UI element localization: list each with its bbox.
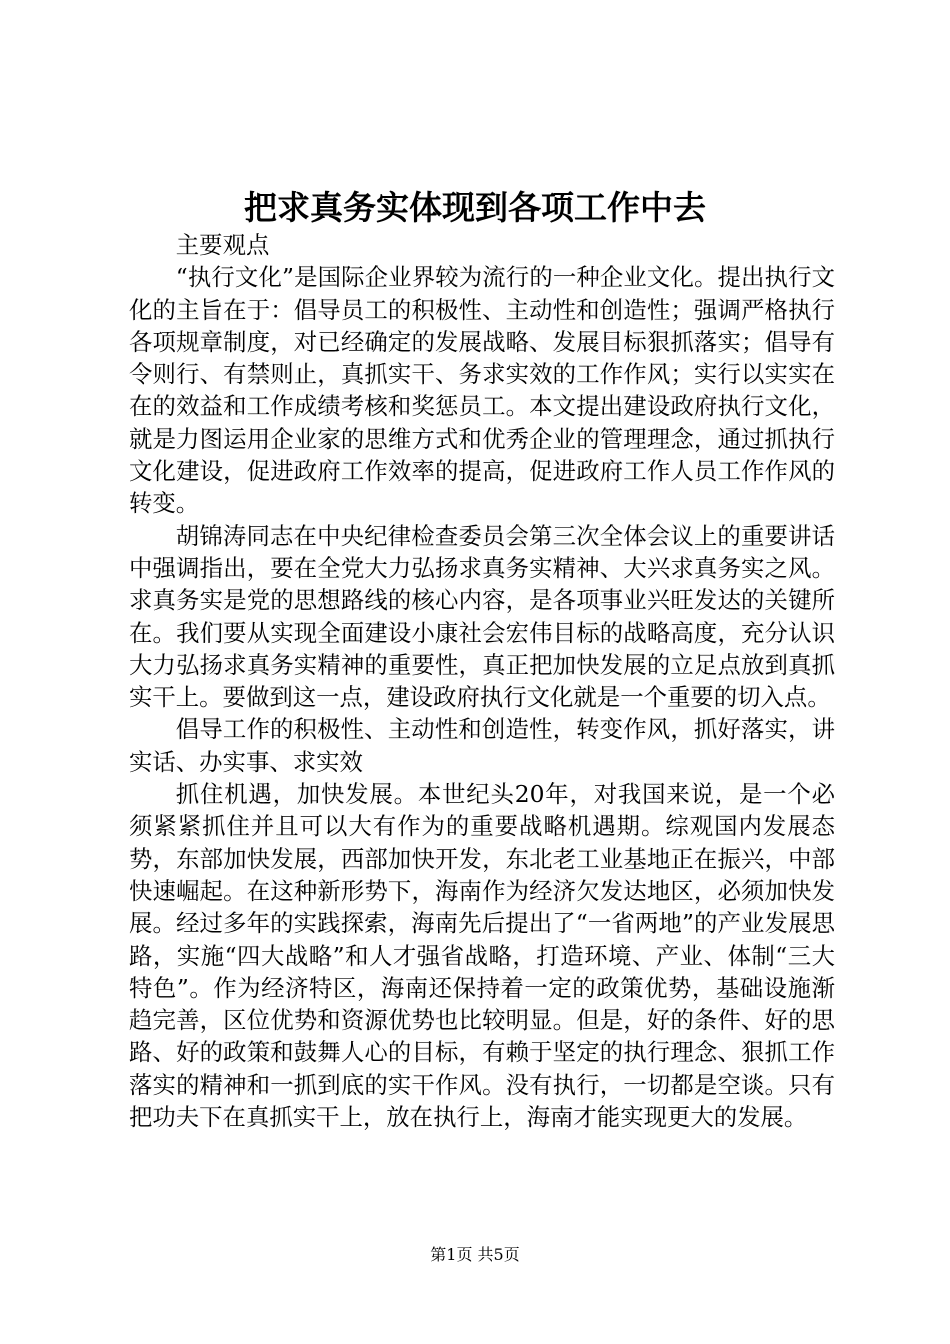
- paragraph: 倡导工作的积极性、主动性和创造性，转变作风，抓好落实，讲实话、办实事、求实效: [129, 715, 835, 776]
- page-number-footer: 第1页 共5页: [430, 1245, 520, 1264]
- document-title: 把求真务实体现到各项工作中去: [244, 188, 706, 227]
- paragraph: 抓住机遇，加快发展。本世纪头20年，对我国来说，是一个必须紧紧抓住并且可以大有作为的重要战略机遇期。综观国内发展态势，东部加快发展，西部加快开发，东北老工业基地正在振兴，中部快速崛起。在这种新形势下，海南作为经济欠发达地区，必须加快发展。经过多年的实践探索，海南先后提出了“一省两地”的产业发展思路，实施“四大战略”和人才强省战略，打造环境、产业、体制“三大特色”。作为经济特区，海南还保持着一定的政策优势，基础设施渐趋完善，区位优势和资源优势也比较明显。但是，好的条件、好的思路、好的政策和鼓舞人心的目标，有赖于坚定的执行理念、狠抓工作落实的精神和一抓到底的实干作风。没有执行，一切都是空谈。只有把功夫下在真抓实干上，放在执行上，海南才能实现更大的发展。: [129, 780, 835, 1132]
- paragraph-heading-main-points: 主要观点: [175, 231, 270, 259]
- paragraph: “执行文化”是国际企业界较为流行的一种企业文化。提出执行文化的主旨在于：倡导员工的积极性、主动性和创造性；强调严格执行各项规章制度，对已经确定的发展战略、发展目标狠抓落实；倡导有令则行、有禁则止，真抓实干、务求实效的工作作风；实行以实实在在的效益和工作成绩考核和奖惩员工。本文提出建设政府执行文化，就是力图运用企业家的思维方式和优秀企业的管理理念，通过抓执行文化建设，促进政府工作效率的提高，促进政府工作人员工作作风的转变。: [129, 263, 835, 518]
- document-body: [129, 229, 835, 1133]
- paragraph: 胡锦涛同志在中央纪律检查委员会第三次全体会议上的重要讲话中强调指出，要在全党大力弘扬求真务实精神、大兴求真务实之风。求真务实是党的思想路线的核心内容，是各项事业兴旺发达的关键所在。我们要从实现全面建设小康社会宏伟目标的战略高度，充分认识大力弘扬求真务实精神的重要性，真正把加快发展的立足点放到真抓实干上。要做到这一点，建设政府执行文化就是一个重要的切入点。: [129, 521, 835, 712]
